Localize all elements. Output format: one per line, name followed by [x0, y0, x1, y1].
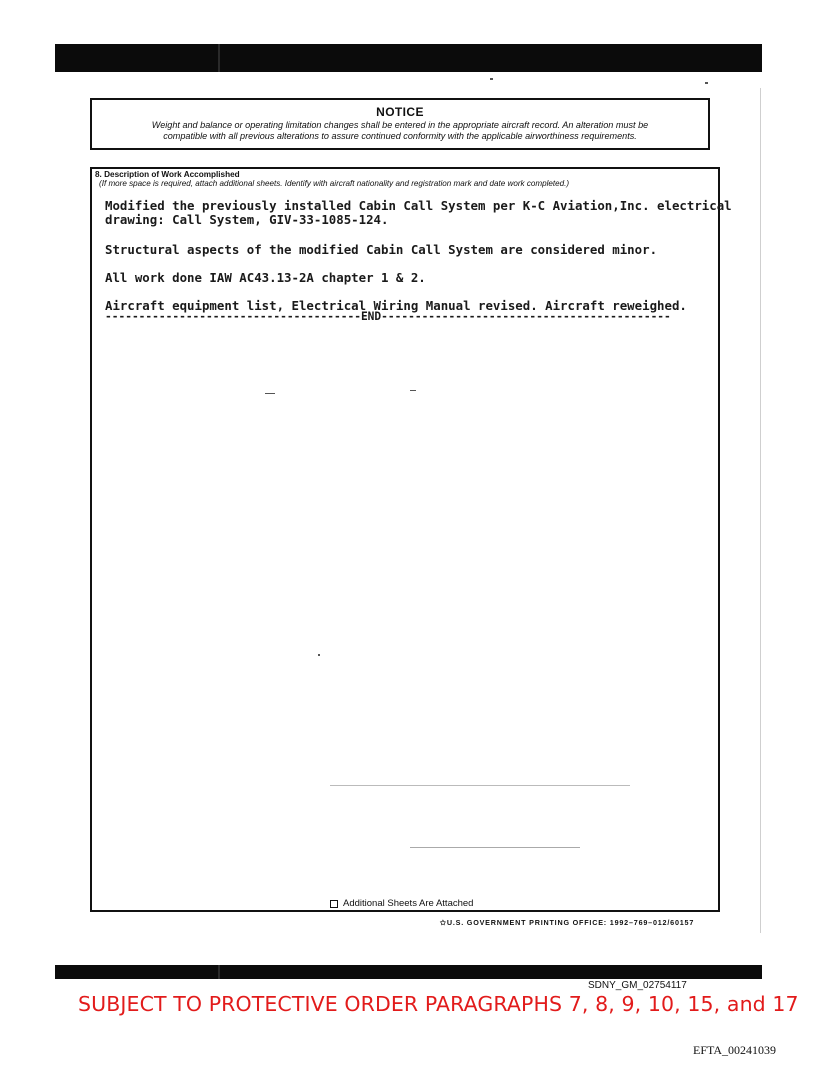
work-line-2: drawing: Call System, GIV-33-1085-124.: [105, 212, 389, 227]
work-line-1: Modified the previously installed Cabin Call System per K-C Aviation,Inc. electrical: [105, 198, 732, 213]
notice-line-2: compatible with all previous alterations to assure continued conformity with the applicable airworthiness requirements.: [163, 131, 637, 141]
scan-speck: [490, 78, 493, 80]
scan-speck: [410, 847, 580, 848]
work-line-4: All work done IAW AC43.13-2A chapter 1 & 2.: [105, 270, 426, 285]
page-edge-rule: [760, 88, 761, 933]
work-description-box: [90, 167, 732, 912]
section-instruction: (If more space is required, attach additional sheets. Identify with aircraft nationality and registration mark and date work completed.): [99, 179, 570, 188]
bottom-redaction-bar: [55, 965, 762, 979]
top-redaction-bar: [55, 44, 762, 72]
notice-text: [97, 120, 703, 142]
notice-line-1: Weight and balance or operating limitation changes shall be entered in the appropriate aircraft record. An alteration must be: [151, 120, 649, 130]
printing-office-imprint: ✩U.S. GOVERNMENT PRINTING OFFICE: 1992–769–012/60157: [440, 918, 695, 927]
scan-speck: [265, 393, 275, 394]
additional-sheets-label: Additional Sheets Are Attached: [343, 898, 474, 909]
bates-number: SDNY_GM_02754117: [588, 980, 687, 991]
additional-sheets-row: [330, 898, 473, 909]
scan-seam: [218, 965, 220, 979]
notice-title: NOTICE: [376, 105, 424, 119]
scan-speck: [318, 654, 320, 656]
work-line-5: Aircraft equipment list, Electrical Wiring Manual revised. Aircraft reweighed.: [105, 298, 687, 313]
section-heading: 8. Description of Work Accomplished: [95, 170, 240, 179]
end-marker-line: --------------------------------------END-------------------------------------------: [105, 310, 671, 323]
scan-speck: [705, 82, 708, 84]
notice-box: [90, 98, 710, 150]
protective-order-notice: SUBJECT TO PROTECTIVE ORDER PARAGRAPHS 7, 8, 9, 10, 15, and 17: [78, 992, 799, 1016]
efta-number: EFTA_00241039: [693, 1043, 777, 1057]
scan-seam: [218, 44, 220, 72]
scan-speck: [410, 390, 416, 391]
work-line-3: Structural aspects of the modified Cabin Call System are considered minor.: [105, 242, 658, 257]
scan-speck: [330, 785, 630, 786]
additional-sheets-checkbox[interactable]: [330, 900, 338, 908]
